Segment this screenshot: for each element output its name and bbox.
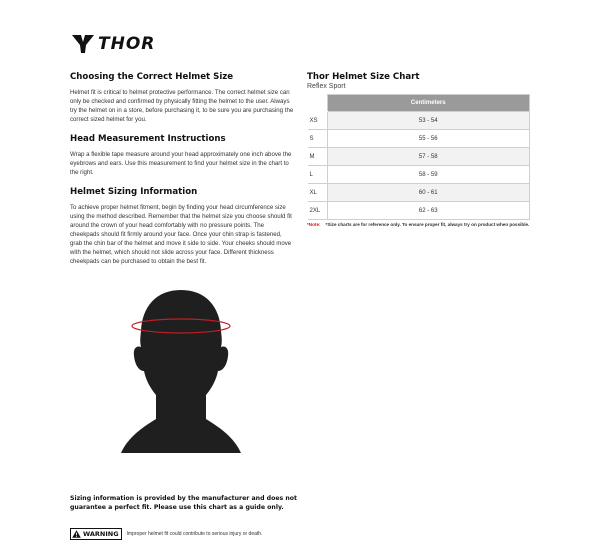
warning-triangle-icon <box>72 530 81 538</box>
range-cell: 57 - 58 <box>327 148 530 166</box>
measurement-heading: Head Measurement Instructions <box>70 134 226 144</box>
range-cell: 53 - 54 <box>327 112 530 130</box>
centimeters-header: Centimeters <box>327 95 530 112</box>
warning-text: Improper helmet fit could contribute to serious injury or death. <box>126 531 263 537</box>
chart-subtitle: Reflex Sport <box>307 83 346 90</box>
chart-note <box>307 222 532 228</box>
head-illustration <box>118 289 244 459</box>
size-cell: M <box>308 148 328 166</box>
manufacturer-disclaimer: Sizing information is provided by the manufacturer and does not guarantee a perfect fit. Please use this chart as a guide only. <box>70 495 297 511</box>
brand-name: THOR <box>98 34 156 54</box>
sizing-body: To achieve proper helmet fitment, begin by finding your head circumference size using the method described. Remember that the helmet size you choose should fit around the crown of your head comfortably with no pressure points. The cheekpads should fit firmly around your face. Once your chin strap is fastened, grab the chin bar of the helmet and move it side to side. Your cheeks should move with the helmet, which should not slide across your face. Different thickness cheekpads can be purchased to obtain the best fit. <box>70 204 292 265</box>
warning-row <box>70 528 262 540</box>
size-cell: L <box>308 166 328 184</box>
size-cell: 2XL <box>308 202 328 220</box>
warning-badge <box>70 528 122 540</box>
table-row <box>308 130 530 148</box>
range-cell: 55 - 56 <box>327 130 530 148</box>
size-cell: S <box>308 130 328 148</box>
choosing-heading: Choosing the Correct Helmet Size <box>70 72 234 82</box>
instructions-column <box>70 72 295 276</box>
size-cell: XL <box>308 184 328 202</box>
size-table <box>307 94 530 220</box>
table-row <box>308 202 530 220</box>
table-row <box>308 148 530 166</box>
table-row <box>308 166 530 184</box>
table-row <box>308 184 530 202</box>
measurement-body: Wrap a flexible tape measure around your head approximately one inch above the eyebrows and ears. Use this measurement to find your helmet size in the chart to the right. <box>70 151 292 176</box>
size-table-header <box>308 95 530 112</box>
range-cell: 62 - 63 <box>327 202 530 220</box>
note-text: *Size charts are for reference only. To ensure proper fit, always try on product when possible. <box>325 222 530 227</box>
thor-hammer-icon <box>72 35 94 53</box>
range-cell: 60 - 61 <box>327 184 530 202</box>
chart-title: Thor Helmet Size Chart <box>307 72 420 82</box>
size-cell: XS <box>308 112 328 130</box>
note-label: *Note: <box>307 222 321 227</box>
size-chart-section <box>307 72 532 220</box>
sizing-heading: Helmet Sizing Information <box>70 187 198 197</box>
head-silhouette <box>121 290 241 453</box>
choosing-body: Helmet fit is critical to helmet protective performance. The correct helmet size can only be checked and confirmed by physically fitting the helmet to the user. Always try the helmet on in a store, before purchasing it, to be sure you are purchasing the correct sized helmet for you. <box>70 89 294 123</box>
range-cell: 58 - 59 <box>327 166 530 184</box>
table-row <box>308 112 530 130</box>
brand-logo <box>72 34 155 54</box>
warning-label: WARNING <box>83 530 119 538</box>
size-column-header <box>308 95 328 112</box>
